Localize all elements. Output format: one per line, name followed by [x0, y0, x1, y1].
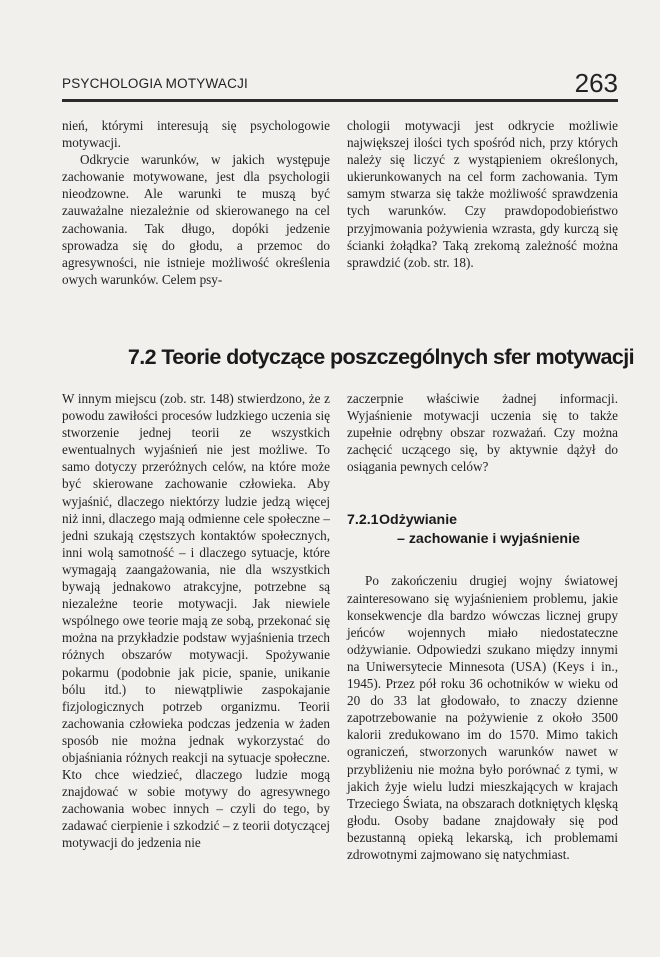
- paragraph: zaczerpnie właściwie żadnej informacji. Wyjaśnienie motywacji uczenia się to także zupełnie odrębny obszar rozważań. Czy można zachęcić uczącego się, by aktywnie dążył do osiągania pewnych celów?: [347, 391, 618, 475]
- paragraph: W innym miejscu (zob. str. 148) stwierdzono, że z powodu zawiłości procesów ludzkiego uczenia się stworzenie jednej teorii ze wszystkich ewentualnych wyjaśnień nie jest możliwe. To samo dotyczy przeróżnych celów, na które może być skierowane zachowanie człowieka. Aby wyjaśnić, dlaczego niektórzy ludzie jedzą więcej niż inni, dlaczego mają odmienne cele społeczne – jedni szukają częstszych kontaktów społecznych, inni wolą samotność – i dlaczego sytuacje, które wymagają zaangażowania, nie dla wszystkich bywają jednakowo atrakcyjne, potrzebne są niezależne teorie motywacji. Jak niewiele wspólnego owe teorie mają ze sobą, przekonać się można na przykładzie podstaw wyjaśnienia trzech różnych obszarów motywacji. Spożywanie pokarmu (podobnie jak picie, spanie, unikanie bólu itd.) to niewątpliwie zaspokajanie fizjologicznych potrzeb organizmu. Teorii zachowania człowieka podczas jedzenia w żaden sposób nie można jednak wykorzystać do objaśniania różnych reakcji na sytuacje społeczne. Kto chce wiedzieć, dlaczego ludzie mogą znajdować w sobie motywy do agresywnego zachowania wobec innych – czyli do tego, by zadawać cierpienie i szkodzić – z teorii dotyczącej motywacji do jedzenia nie: [62, 391, 330, 851]
- paragraph: Po zakończeniu drugiej wojny światowej zainteresowano się wyjaśnieniem problemu, jakie konsekwencje dla bardzo wówczas licznej grupy jeńców wojennych miało niedostateczne odżywianie. Odpowiedzi szukano między innymi na Uniwersytecie Minnesota (USA) (Keys i in., 1945). Przez pół roku 36 ochotników w wieku od 20 do 33 lat głodowało, to znaczy dzienne zapotrzebowanie na pożywienie z około 3500 kalorii zredukowano im do 1570. Mimo takich ograniczeń, stworzonych warunków nawet w przybliżeniu nie można było porównać z tymi, w jakich żyje wielu ludzi mieszkających w krajach Trzeciego Świata, na obszarach dotkniętych klęską głodu. Osoby badane znajdowały się pod bezustanną opieką lekarską, ich problemami zdrowotnymi zajmowano się natychmiast.: [347, 573, 618, 862]
- page-number: 263: [574, 68, 618, 98]
- page-header: [62, 68, 618, 100]
- subsection-number: 7.2.1: [347, 512, 379, 529]
- bottom-left-column: [62, 390, 330, 852]
- header-rule: [62, 99, 618, 102]
- running-title: PSYCHOLOGIA MOTYWACJI: [62, 76, 248, 91]
- subsection-title-line2: – zachowanie i wyjaśnienie: [397, 531, 580, 548]
- top-left-column: [62, 117, 330, 288]
- top-right-column: [347, 117, 618, 271]
- paragraph: nień, którymi interesują się psychologowie motywacji.: [62, 118, 330, 151]
- bottom-right-column: [347, 390, 618, 863]
- section-heading: 7.2 Teorie dotyczące poszczególnych sfer motywacji: [127, 345, 634, 369]
- subsection-heading: [347, 511, 618, 549]
- paragraph: chologii motywacji jest odkrycie możliwie największej ilości tych spośród nich, przy których należy się liczyć z wystąpieniem określonych, ukierunkowanych na cel form zachowania. Tym samym stwarza się także możliwość sprawdzenia tych warunków. Czy prawdopodobieństwo przyjmowania pożywienia wzrasta, gdy kurczą się ścianki żołądka? Taką zrekomą zależność można sprawdzić (zob. str. 18).: [347, 118, 618, 270]
- subsection-title-line1: Odżywianie: [379, 512, 458, 529]
- paragraph: Odkrycie warunków, w jakich występuje zachowanie motywowane, jest dla psychologii nieodzowne. Ale warunki te muszą być zauważalne niezależnie od skierowanego na cel zachowania. Tak długo, dopóki jedzenie sprowadza się do głodu, a przemoc do agresywności, nie istnieje możliwość określenia owych warunków. Celem psy-: [62, 152, 330, 287]
